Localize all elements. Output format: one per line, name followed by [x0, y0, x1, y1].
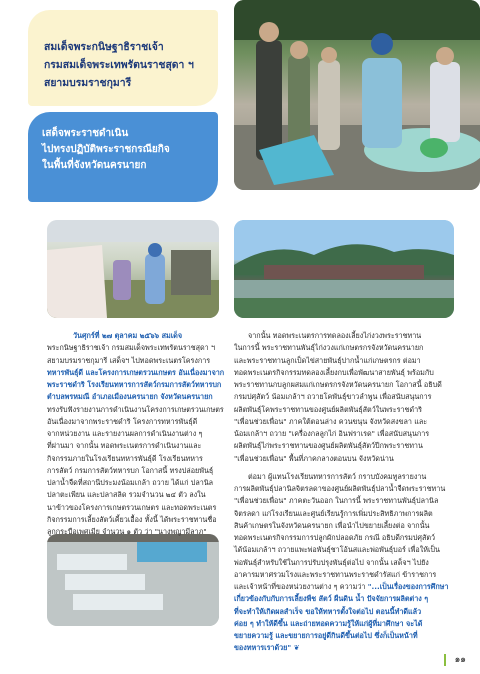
- left-text-line: พระราชดำริ โรงเรียนทหารการสัตว์กรมการสัตว์ทหารบก: [47, 380, 222, 389]
- page-number-divider: [444, 654, 446, 666]
- right-text-line: ผลิตพันธุ์ไก่พระราชทานของศูนย์ผลิตพันธุ์สัตว์ปีกพระราชทาน: [234, 441, 423, 451]
- quote-start: "...เป็นเรื่องของการศึกษา: [367, 582, 449, 591]
- right-text-line: จากนั้น ทอดพระเนตรการทดลองเลี้ยงไก่งวงพระราชทาน: [248, 331, 422, 340]
- right-text-line: ผลิตพันธุ์โคพระราชทานของศูนย์ผลิตพันธุ์สัตว์ในพระราชดำริ: [234, 404, 422, 414]
- subtitle-line: ในพื้นที่จังหวัดนครนายก: [42, 160, 147, 171]
- right-text-line: กรมปศุสัตว์ น้อมเกล้าฯ ถวายโคพันธุ์ขาวลำพูน เพื่อสนับสนุนการ: [234, 392, 432, 402]
- subtitle-box: [28, 112, 218, 202]
- left-text-line: กิจกรรมภายในโรงเรียนทหารพันธุ์ดี โรงเรียนทหาร: [47, 453, 203, 463]
- left-text-line: นาข้าวของโครงการเกษตรวนเกษตร และทอดพระเนตร: [47, 502, 217, 512]
- left-text-line: พระกนิษฐาธิราชเจ้า กรมสมเด็จพระเทพรัตนราชสุดา ฯ: [47, 343, 216, 353]
- title-line: กรมสมเด็จพระเทพรัตนราชสุดา ฯ: [44, 59, 194, 71]
- quote-intro: และเจ้าหน้าที่ของหน่วยงานต่าง ๆ ความว่า: [234, 582, 366, 591]
- quote-line: เกี่ยวข้องกับกับการเลี้ยงพืช สัตว์ ผืนดิน น้ำ ปัจจัยการผลิตต่าง ๆ: [234, 594, 429, 604]
- left-text-line: ลูกกระบือเพศเมีย จำนวน ๑ ตัว ว่า "นางพญามีลาภ": [47, 527, 207, 536]
- quote-line: ที่จะทำให้เกิดผลสำเร็จ ขอให้ทหารตั้งใจต่อไป ตอนนี้ทำดีแล้ว: [234, 606, 422, 616]
- subtitle-line: ไปทรงปฏิบัติพระราชกรณียกิจ: [42, 144, 170, 155]
- right-text-line: [234, 581, 448, 593]
- right-text-line: และพระราชทานลูกเป็ดไข่สายพันธุ์ปากน้ำแก่เกษตรกร ต่อมา: [234, 355, 421, 365]
- right-text-line: น้อมเกล้าฯ ถวาย "เครื่องกลลูกไก่ อินฟราเรด" เพื่อสนับสนุนการ: [234, 429, 430, 438]
- quote-line: ค่อย ๆ ทำให้ดีขึ้น และถ่ายทอดความรู้ให้แก่ผู้ที่มาศึกษา จะได้: [234, 618, 423, 628]
- title-line: สมเด็จพระกนิษฐาธิราชเจ้า: [44, 41, 164, 53]
- right-text-line: "เพื่อนช่วยเพื่อน" พื้นที่ภาคกลางตอนบน จังหวัดน่าน: [234, 453, 394, 463]
- quote-line: ขยายความรู้ และขยายการอยู่ดีกินดีขึ้นต่อไป ซึ่งก็เป็นหน้าที่: [234, 631, 418, 640]
- left-article-text: [47, 330, 224, 538]
- left-text-line: สยามบรมราชกุมารี เสด็จฯ ไปทอดพระเนตรโครงการ: [47, 355, 211, 365]
- right-text-line: ได้น้อมเกล้าฯ ถวายแพะพ่อพันธุ์ชาโอ้นสและพ่อพันธุ์บอร์ เพื่อให้เป็น: [234, 545, 440, 555]
- title-line: สยามบรมราชกุมารี: [44, 77, 132, 89]
- right-text-line: สินค้าเกษตรในจังหวัดนครนายก เพื่อนำไปขยายเลี้ยงต่อ จากนั้น: [234, 520, 430, 530]
- left-text-line: ปลาน้ำจืดที่สถานีประมงน้อมเกล้า ถวาย ได้แก่ ปลานิล: [47, 478, 214, 487]
- photo-royal-visit-fish-tank: [234, 0, 480, 190]
- left-text-line: จากหน่วยงาน และรายงานผลการดำเนินงานต่าง ๆ: [47, 429, 203, 438]
- right-text-line: "เพื่อนช่วยเพื่อน" ภาคใต้ตอนล่าง ควนขนุน จังหวัดสงขลา และ: [234, 416, 428, 426]
- title-box: [28, 10, 218, 106]
- photo-animal-feeding: [47, 220, 219, 318]
- left-text-line: อันเนื่องมาจากพระราชดำริ โครงการทหารพันธุ์ดี: [47, 416, 198, 426]
- right-text-line: ทอดพระเนตรกิจกรรมทดลองเลี้ยงกบเพื่อพัฒนาสายพันธุ์ พร้อมกับ: [234, 367, 434, 377]
- left-text-line: การสัตว์ กรมการสัตว์ทหารบก โอกาสนี้ ทรงปล่อยพันธุ์: [47, 465, 214, 475]
- right-text-line: ต่อมา ผู้แทนโรงเรียนทหารการสัตว์ กราบบังคมทูลรายงาน: [248, 471, 427, 481]
- right-text-line: ทอดพระเนตรกิจกรรมการปลูกผักปลอดภัย กรณี อธิบดีกรมปศุสัตว์: [234, 533, 436, 542]
- right-text-line: "เพื่อนช่วยเพื่อน" ภาคตะวันออก ในการนี้ พระราชทานพันธุ์ปลานิล: [234, 496, 439, 506]
- left-text-line: ที่ผ่านมา จากนั้น ทอดพระเนตรการดำเนินงานและ: [47, 441, 202, 451]
- left-text-line: ตำบลพรหมณี อำเภอเมืองนครนายก จังหวัดนครนายก: [47, 392, 213, 402]
- right-text-line: จิตรลดา แก่โรงเรียนและศูนย์เรียนรู้การเพิ่มประสิทธิภาพการผลิต: [234, 508, 433, 518]
- right-text-line: อาคารมหาศรวมโรงและพระราชทานพระราชดำรัสแก่ ข้าราชการ: [234, 569, 437, 579]
- left-text-line: ทรงรับฟังรายงานการดำเนินงานโครงการเกษตรวนเกษตร: [47, 404, 224, 414]
- left-text-line: กิจกรรมการเลี้ยงสัตว์เคี้ยวเอื้อง ทั้งนี้ ได้พระราชทานชื่อ: [47, 514, 217, 524]
- right-text-line: พ่อพันธุ์สำหรับใช้ในการปรับปรุงพันธุ์ต่อไป จากนั้น เสด็จฯ ไปยัง: [234, 557, 429, 567]
- photo-landscape-building: [234, 220, 454, 318]
- quote-end: ของทหารเราด้วย": [234, 643, 292, 653]
- right-text-line: การผลิตพันธุ์ปลานิลจิตรลดาของศูนย์ผลิตพันธุ์ปลาน้ำจืดพระราชทาน: [234, 484, 446, 493]
- page-number: ๑๑: [454, 655, 466, 665]
- right-article-text: [234, 330, 448, 655]
- ornament-icon: ❦: [293, 643, 300, 653]
- date-highlight: วันศุกร์ที่ ๒๗ ตุลาคม ๒๕๖๖ สมเด็จ: [73, 331, 183, 340]
- left-text-line: ปลาตะเพียน และปลาสลิด รวมจำนวน ๒๔ ตัว ลงใน: [47, 490, 206, 500]
- left-text-line: ทหารพันธุ์ดี และโครงการเกษตรวนเกษตร อันเนื่องมาจาก: [47, 367, 225, 377]
- left-text-line: [47, 330, 224, 342]
- photo-fish-ponds: [47, 534, 219, 626]
- right-text-line: พระราชทานกบลูกผสมแก่เกษตรกรจังหวัดนครนายก โอกาสนี้ อธิบดี: [234, 380, 442, 389]
- subtitle-line: เสด็จพระราชดำเนิน: [42, 128, 129, 139]
- right-text-line: ในการนี้ พระราชทานพันธุ์ไก่งวงแก่เกษตรกรจังหวัดนครนายก: [234, 343, 424, 353]
- quote-line: [234, 642, 448, 654]
